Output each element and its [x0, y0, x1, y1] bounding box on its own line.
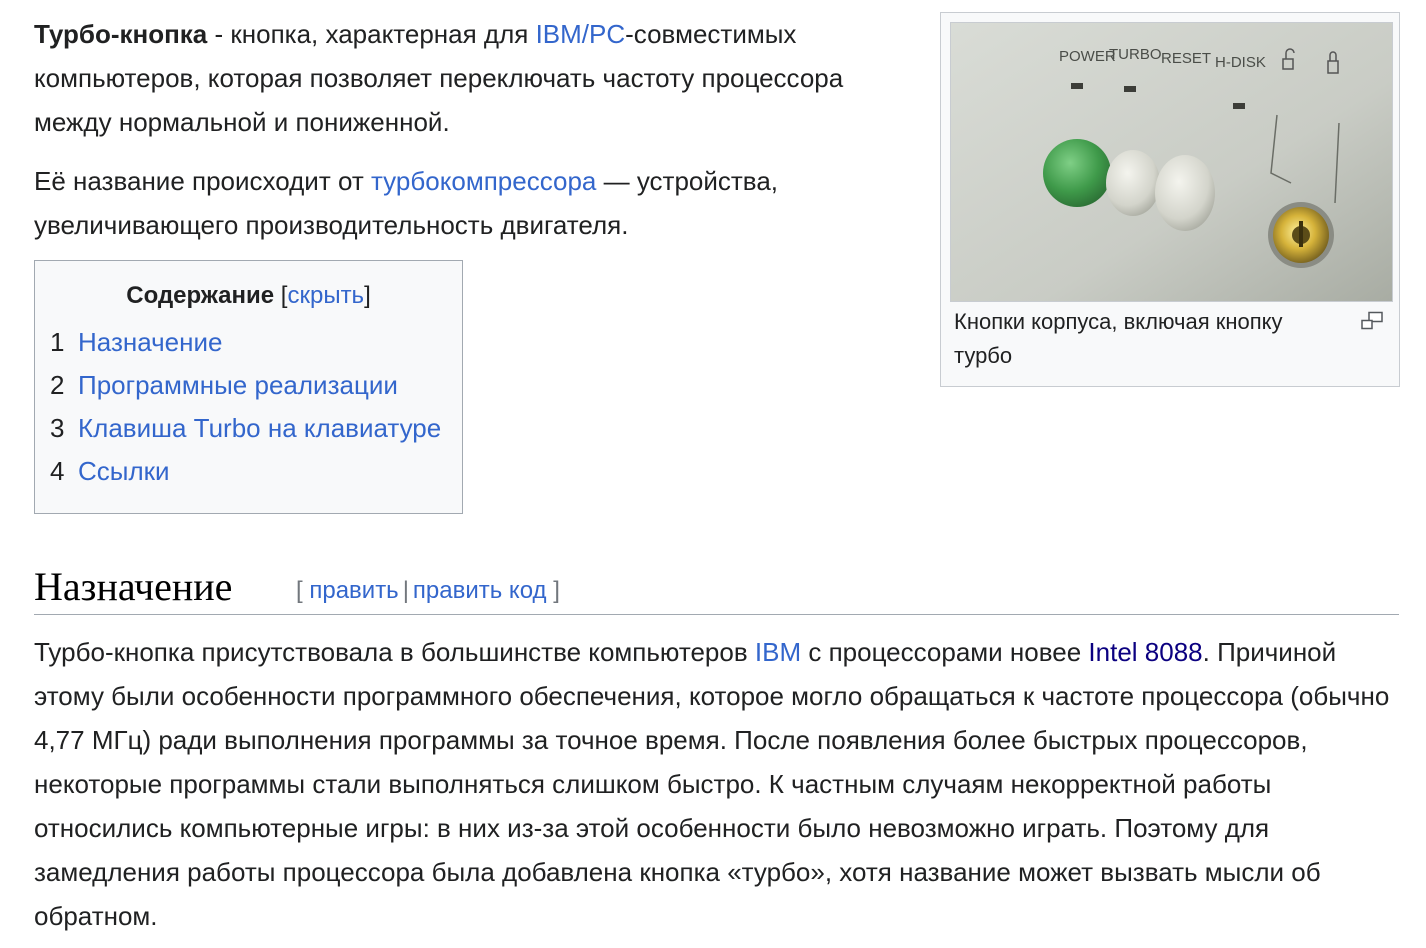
thumbnail-caption: Кнопки корпуса, включая кнопку турбо — [954, 309, 1283, 368]
edit-link[interactable]: править — [309, 577, 399, 604]
panel-label-reset: RESET — [1161, 50, 1212, 67]
section-title: Назначение — [34, 564, 233, 609]
table-of-contents — [34, 260, 463, 514]
edit-code-link[interactable]: править код — [412, 577, 547, 604]
intro-paragraph-1: Турбо-кнопка - кнопка, характерная для IBM/PC-совместимых компьютеров, которая позволяет переключать частоту процессора между нормальной и пониженной. — [34, 19, 844, 137]
toc-link-keyboard[interactable]: Клавиша Turbo на клавиатуре — [78, 413, 442, 443]
power-button-photo — [1043, 139, 1111, 207]
section-heading — [34, 560, 1399, 615]
toc-title: Содержание — [126, 282, 275, 309]
section-edit-links: [ править | править код ] — [296, 577, 560, 604]
link-turbocompressor[interactable]: турбокомпрессора — [370, 166, 597, 196]
toc-item-4: 4 Ссылки — [50, 456, 170, 486]
panel-label-hdisk: H-DISK — [1215, 54, 1266, 71]
link-ibm[interactable]: IBM — [754, 637, 802, 667]
toc-item-3: 3 Клавиша Turbo на клавиатуре — [50, 413, 442, 443]
intro-paragraph-2: Её название происходит от турбокомпрессора — устройства, увеличивающего производительность двигателя. — [34, 166, 779, 240]
thumbnail-figure — [940, 12, 1400, 387]
toc-list — [35, 321, 462, 493]
toc-link-software[interactable]: Программные реализации — [78, 370, 398, 400]
case-buttons-photo[interactable] — [950, 22, 1393, 302]
panel-label-turbo: TURBO — [1109, 46, 1162, 63]
toc-header: Содержание [скрыть] — [126, 282, 371, 309]
toc-link-links[interactable]: Ссылки — [78, 456, 170, 486]
article-title-bold: Турбо-кнопка — [34, 19, 208, 49]
toc-hide-toggle[interactable]: скрыть — [287, 282, 365, 309]
link-ibm-pc[interactable]: IBM/PC — [535, 19, 626, 49]
magnify-icon[interactable] — [1360, 311, 1384, 331]
turbo-button-photo — [1106, 150, 1160, 216]
toc-link-purpose[interactable]: Назначение — [78, 327, 223, 357]
link-intel-8088[interactable]: Intel 8088 — [1088, 637, 1203, 667]
reset-button-photo — [1155, 155, 1215, 231]
body-paragraph: Турбо-кнопка присутствовала в большинстве компьютеров IBM с процессорами новее Intel 8088. Причиной этому были особенности программного обеспечения, которое могло обращаться к частоте процессора (обычно 4,77 МГц) ради выполнения программы за точное время. После появления более быстрых процессоров, некоторые программы стали выполняться слишком быстро. К частным случаям некорректной работы относились компьютерные игры: в них из-за этой особенности было невозможно играть. Поэтому для замедления работы процессора была добавлена кнопка «турбо», хотя название может вызвать мысли об обратном. — [34, 637, 1390, 931]
panel-label-power: POWER — [1059, 48, 1116, 65]
toc-item-2: 2 Программные реализации — [50, 370, 398, 400]
toc-item-1: 1 Назначение — [50, 327, 223, 357]
